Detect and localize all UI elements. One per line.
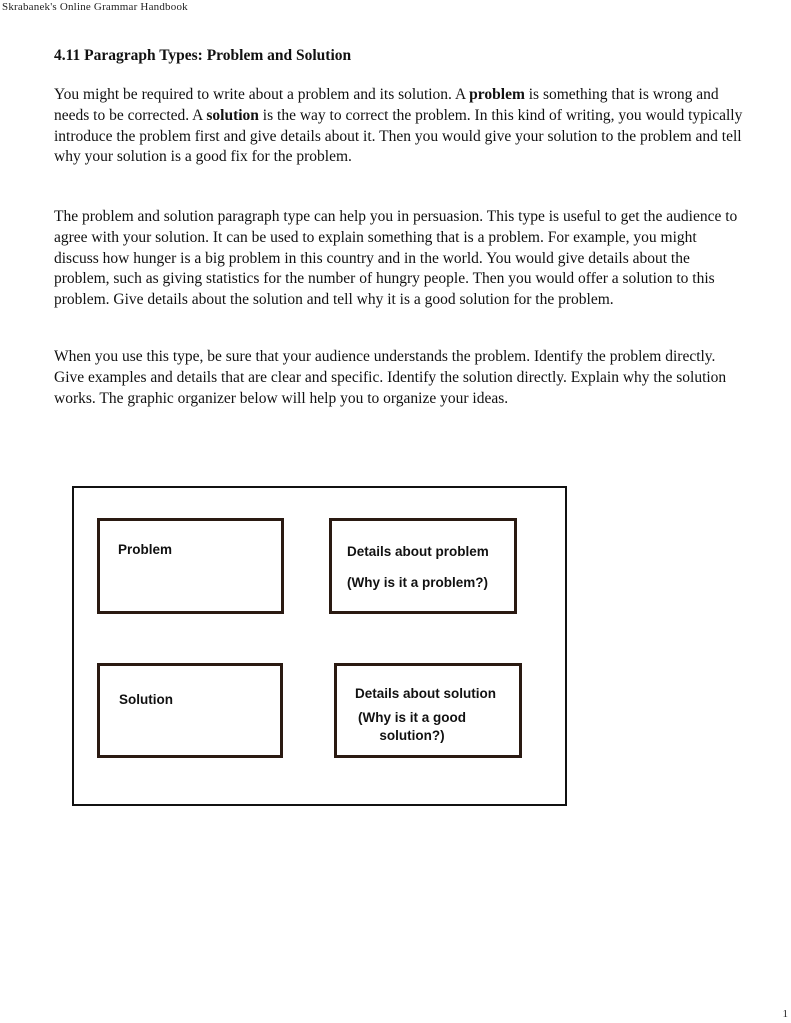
solution-box [97, 663, 283, 758]
term-solution: solution [206, 106, 259, 124]
details-problem-label: Details about problem [347, 544, 489, 559]
paragraph-text: is the way to correct the problem. In this kind of writing, you would typically introduce the problem first and give details about it. Then you would give your solution to the problem and tell why your solution is a good fix for the problem. [54, 106, 743, 166]
details-solution-box [334, 663, 522, 758]
problem-label: Problem [118, 542, 173, 557]
paragraph-intro [54, 85, 744, 168]
graphic-organizer [72, 486, 567, 806]
paragraph-text: is something that is wrong and needs to be corrected. A [54, 86, 719, 124]
paragraph-persuasion: The problem and solution paragraph type can help you in persuasion. This type is useful to get the audience to agree with your solution. It can be used to explain something that is a problem. For example, you might discuss how hunger is a big problem in this country and in the world. You would give details about the problem, such as giving statistics for the number of hungry people. Then you would offer a solution to this problem. Give details about the solution and tell why it is a good solution for the problem. [54, 208, 738, 309]
paragraph-text: You might be required to write about a problem and its solution. A [54, 86, 470, 103]
details-problem-box [329, 518, 517, 614]
solution-label: Solution [119, 692, 173, 707]
running-header: Skrabanek's Online Grammar Handbook [2, 1, 188, 13]
problem-box [97, 518, 284, 614]
details-problem-question: (Why is it a problem?) [347, 575, 489, 590]
section-title: 4.11 Paragraph Types: Problem and Solution [54, 47, 352, 64]
term-problem: problem [469, 86, 525, 103]
details-solution-question: (Why is it a good solution?) [358, 710, 466, 743]
page-number: 1 [782, 1008, 788, 1020]
details-solution-label: Details about solution [355, 686, 497, 701]
paragraph-usage: When you use this type, be sure that your audience understands the problem. Identify the problem directly. Give examples and details that are clear and specific. Identify the solution directly. Explain why the solution works. The graphic organizer below will help you to organize your ideas. [54, 348, 727, 407]
